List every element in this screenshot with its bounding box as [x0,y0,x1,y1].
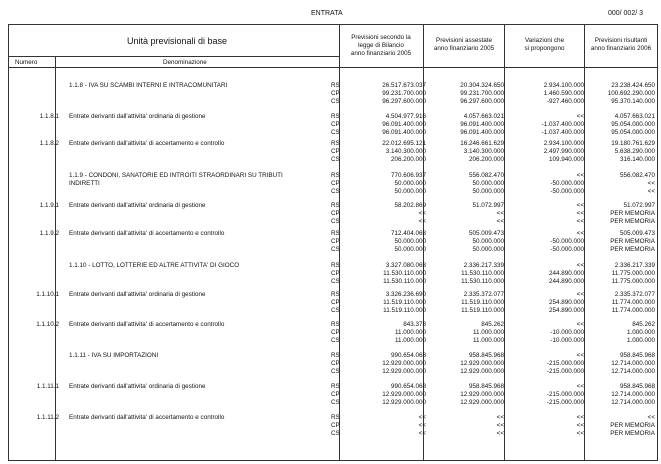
value-cell: 96.091.400.000 [460,129,504,136]
header-prev-legge: Previsioni secondo la legge di Bilancio anno finanziario 2005 [350,34,412,57]
value-cell: 206.200.000 [468,156,504,163]
value-cell: 254.890.000 [548,299,584,306]
header-numero: Numero [15,59,38,66]
value-column-4 [589,202,655,226]
row-codes [331,230,351,254]
value-column-4 [589,82,655,106]
header-prev-assest: Previsioni assestate anno finanziario 2005 [433,37,495,52]
value-column-1 [355,172,426,196]
value-cell: 11.000.000 [394,337,426,344]
code-cell: RS [331,113,340,120]
value-cell: 96.297.600.000 [460,98,504,105]
value-cell: PER MEMORIA [610,422,655,429]
value-cell: 11.000.000 [472,337,504,344]
value-column-4 [589,113,655,137]
value-cell: 58.202.869 [394,202,426,209]
value-cell: -1.037.400.000 [541,129,584,136]
value-cell: 20.304.324.650 [460,82,504,89]
code-cell: RS [331,140,340,147]
value-column-4 [589,262,655,286]
denomination-line: Entrate derivanti dall'attivita' ordinaria di gestione [69,383,206,390]
value-cell: 958.845.968 [468,383,504,390]
row-codes [331,113,351,137]
value-cell: << [418,414,426,421]
value-cell: << [418,218,426,225]
row-denomination [69,321,329,329]
value-cell: 50.000.000 [394,246,426,253]
value-column-1 [355,383,426,407]
row-number: 1.1.10.2 [36,321,59,328]
value-cell: 12.929.000.000 [382,360,426,367]
denomination-line: Entrate derivanti dall'attivita' ordinaria di gestione [69,291,206,298]
value-cell: 109.940.000 [548,156,584,163]
value-cell: 95.054.000.000 [611,129,655,136]
value-cell: 50.000.000 [394,188,426,195]
value-cell: -10.000.000 [550,337,584,344]
row-denomination [69,262,329,270]
header-prev-risult: Previsioni risultanti anno finanziario 2006 [590,37,652,52]
value-cell: << [576,383,584,390]
value-cell: 12.929.000.000 [460,399,504,406]
value-cell: 12.714.000.000 [611,368,655,375]
value-column-3 [509,291,584,315]
value-cell: -50.000.000 [550,188,584,195]
value-cell: -10.000.000 [550,329,584,336]
value-cell: 556.082.470 [468,172,504,179]
code-cell: RS [331,202,340,209]
value-cell: 96.091.400.000 [382,129,426,136]
value-column-4 [589,352,655,376]
value-cell: 244.890.000 [548,270,584,277]
value-column-3 [509,321,584,345]
value-column-2 [429,140,504,164]
row-denomination [69,82,329,90]
header-denominazione: Denominazione [163,59,207,66]
value-cell: 12.929.000.000 [382,368,426,375]
value-column-3 [509,262,584,286]
value-cell: -215.000.000 [546,391,584,398]
value-column-2 [429,113,504,137]
value-column-4 [589,383,655,407]
value-column-2 [429,172,504,196]
value-cell: 99.231.700.000 [460,90,504,97]
value-cell: 2.335.372.077 [614,291,655,298]
code-cell: CS [331,156,340,163]
row-codes [331,383,351,407]
value-cell: << [647,180,655,187]
value-cell: 11.774.000.000 [611,307,655,314]
row-number: 1.1.9.1 [39,202,59,209]
code-cell: RS [331,230,340,237]
value-column-1 [355,414,426,438]
code-cell: CP [331,329,340,336]
code-cell: RS [331,82,340,89]
value-column-2 [429,202,504,226]
col-divider-variazioni [504,25,505,460]
value-cell: 96.091.400.000 [382,121,426,128]
denomination-line: INDIRETTI [69,180,100,187]
value-cell: 12.929.000.000 [382,391,426,398]
value-column-1 [355,321,426,345]
value-column-3 [509,414,584,438]
value-cell: 1.000.000 [626,337,655,344]
row-denomination [69,352,329,360]
value-cell: 51.072.997 [623,202,655,209]
value-column-1 [355,113,426,137]
value-cell: 11.000.000 [472,329,504,336]
denomination-line: 1.1.8 - IVA SU SCAMBI INTERNI E INTRACOMUNITARI [69,82,228,89]
value-cell: << [576,262,584,269]
value-cell: 12.929.000.000 [460,360,504,367]
value-column-1 [355,262,426,286]
value-cell: 556.082.470 [619,172,655,179]
value-cell: 22.012.695.121 [382,140,426,147]
value-cell: 2.934.100.000 [543,82,584,89]
denomination-line: 1.1.10 - LOTTO, LOTTERIE ED ALTRE ATTIVITA' DI GIOCO [69,262,240,269]
value-column-3 [509,172,584,196]
value-cell: << [576,430,584,437]
value-cell: 845.262 [481,321,504,328]
value-cell: << [496,422,504,429]
value-cell: 11.775.000.000 [611,278,655,285]
value-column-1 [355,352,426,376]
value-cell: << [647,188,655,195]
value-cell: 845.262 [632,321,655,328]
value-cell: << [496,218,504,225]
value-cell: 4.504.977.916 [385,113,426,120]
row-number: 1.1.11.1 [36,383,59,390]
value-cell: 100.692.290.000 [607,90,655,97]
code-cell: CP [331,391,340,398]
value-cell: 50.000.000 [472,246,504,253]
value-cell: 50.000.000 [394,180,426,187]
value-cell: 12.929.000.000 [460,368,504,375]
value-cell: 50.000.000 [472,238,504,245]
value-cell: << [418,430,426,437]
row-denomination [69,202,329,210]
code-cell: CS [331,218,340,225]
value-column-1 [355,230,426,254]
code-cell: CP [331,238,340,245]
code-cell: RS [331,291,340,298]
denomination-line: Entrate derivanti dall'attivita' di accertamento e controllo [69,321,225,328]
value-column-2 [429,262,504,286]
value-cell: 12.929.000.000 [382,399,426,406]
value-cell: 99.231.700.000 [382,90,426,97]
value-cell: 206.200.000 [390,156,426,163]
value-cell: -1.037.400.000 [541,121,584,128]
value-cell: << [496,414,504,421]
value-cell: 2.934.100.000 [543,140,584,147]
value-cell: PER MEMORIA [610,218,655,225]
code-cell: CS [331,278,340,285]
header-bottom-line [9,67,657,68]
value-cell: 843.378 [403,321,426,328]
value-cell: 1.460.590.000 [543,90,584,97]
page-number: 000/ 002/ 3 [607,10,643,17]
code-cell: CS [331,399,340,406]
row-denomination [69,414,329,422]
value-cell: -215.000.000 [546,399,584,406]
value-cell: -927.460.000 [546,98,584,105]
value-cell: -50.000.000 [550,238,584,245]
value-cell: 95.054.000.000 [611,121,655,128]
row-codes [331,172,351,196]
code-cell: CS [331,430,340,437]
value-cell: 5.638.290.000 [614,148,655,155]
value-column-2 [429,352,504,376]
value-column-4 [589,414,655,438]
code-cell: CS [331,129,340,136]
value-cell: 2.335.372.077 [463,291,504,298]
value-cell: 96.091.400.000 [460,121,504,128]
code-cell: CP [331,270,340,277]
value-cell: 26.517.673.037 [382,82,426,89]
value-cell: 12.714.000.000 [611,399,655,406]
value-cell: -215.000.000 [546,360,584,367]
value-cell: 1.000.000 [626,329,655,336]
row-codes [331,82,351,106]
value-cell: << [576,210,584,217]
value-cell: PER MEMORIA [610,430,655,437]
row-denomination [69,383,329,391]
code-cell: CS [331,307,340,314]
code-cell: CS [331,337,340,344]
value-column-3 [509,140,584,164]
value-cell: << [496,210,504,217]
section-title: ENTRATA [311,10,343,17]
row-number: 1.1.11.2 [36,414,59,421]
value-cell: 96.297.600.000 [382,98,426,105]
value-cell: 958.845.968 [619,383,655,390]
value-column-3 [509,82,584,106]
code-cell: RS [331,172,340,179]
row-number: 1.1.10.1 [36,291,59,298]
value-cell: PER MEMORIA [610,210,655,217]
value-cell: << [576,321,584,328]
value-cell: 990.654.068 [390,352,426,359]
row-denomination [69,291,329,299]
value-cell: 23.238.424.650 [611,82,655,89]
denomination-line: Entrate derivanti dall'attivita' di accertamento e controllo [69,140,225,147]
value-column-3 [509,352,584,376]
value-cell: 2.336.217.339 [614,262,655,269]
row-codes [331,140,351,164]
value-column-1 [355,202,426,226]
code-cell: CP [331,422,340,429]
value-column-2 [429,321,504,345]
value-cell: 11.519.110.000 [461,299,504,306]
value-cell: << [576,230,584,237]
denomination-line: Entrate derivanti dall'attivita' di accertamento e controllo [69,230,225,237]
value-cell: 51.072.997 [472,202,504,209]
value-cell: PER MEMORIA [610,238,655,245]
value-cell: 712.404.068 [390,230,426,237]
value-column-2 [429,230,504,254]
value-cell: 3.327.080.068 [385,262,426,269]
value-cell: << [496,430,504,437]
table-main-title: Unità previsionali di base [127,36,228,46]
denomination-line: 1.1.11 - IVA SU IMPORTAZIONI [69,352,159,359]
value-cell: 505.009.473 [468,230,504,237]
value-cell: 11.530.110.000 [383,278,426,285]
value-cell: << [647,414,655,421]
value-cell: 11.774.000.000 [611,299,655,306]
row-number: 1.1.9.2 [39,230,59,237]
value-cell: 958.845.968 [468,352,504,359]
code-cell: RS [331,352,340,359]
code-cell: CP [331,148,340,155]
row-codes [331,321,351,345]
value-cell: 2.336.217.339 [463,262,504,269]
value-cell: 990.654.068 [390,383,426,390]
value-cell: 3.326.236.690 [385,291,426,298]
row-number: 1.1.8.1 [39,113,59,120]
value-cell: 16.246.661.629 [460,140,504,147]
value-column-2 [429,291,504,315]
row-denomination [69,113,329,121]
row-codes [331,414,351,438]
value-cell: PER MEMORIA [610,246,655,253]
value-column-4 [589,291,655,315]
value-cell: -50.000.000 [550,180,584,187]
value-column-3 [509,113,584,137]
value-cell: 11.519.110.000 [383,299,426,306]
value-cell: 11.519.110.000 [461,307,504,314]
value-cell: 316.140.000 [619,156,655,163]
value-column-4 [589,321,655,345]
value-cell: 770.606.937 [390,172,426,179]
value-cell: 12.714.000.000 [611,391,655,398]
denomination-line: 1.1.9 - CONDONI, SANATORIE ED INTROITI STRAORDINARI SU TRIBUTI [69,172,283,179]
denomination-line: Entrate derivanti dall'attivita' ordinaria di gestione [69,113,206,120]
value-cell: 50.000.000 [394,238,426,245]
value-cell: 254.890.000 [548,307,584,314]
value-cell: 2.497.990.000 [543,148,584,155]
row-codes [331,202,351,226]
value-column-1 [355,82,426,106]
value-cell: 244.890.000 [548,278,584,285]
value-cell: 50.000.000 [472,180,504,187]
value-cell: << [418,210,426,217]
value-cell: 4.057.663.021 [463,113,504,120]
value-cell: 3.140.300.000 [463,148,504,155]
value-column-1 [355,140,426,164]
value-cell: << [576,291,584,298]
budget-table [8,24,658,461]
row-denomination [69,230,329,238]
col-divider-risult [584,25,585,460]
value-column-3 [509,230,584,254]
value-cell: 95.370.140.000 [611,98,655,105]
value-column-2 [429,414,504,438]
header-divider [9,56,339,57]
value-cell: 19.180.761.629 [611,140,655,147]
value-cell: 3.140.300.000 [385,148,426,155]
value-column-2 [429,82,504,106]
code-cell: CS [331,98,340,105]
code-cell: RS [331,383,340,390]
row-denomination [69,140,329,148]
code-cell: CS [331,188,340,195]
code-cell: CS [331,368,340,375]
row-codes [331,352,351,376]
denomination-line: Entrate derivanti dall'attivita' di accertamento e controllo [69,414,225,421]
value-column-2 [429,383,504,407]
header-variazioni: Variazioni che si propongono [524,37,565,52]
value-cell: << [576,202,584,209]
value-cell: << [418,422,426,429]
code-cell: CP [331,299,340,306]
code-cell: CP [331,360,340,367]
code-cell: RS [331,321,340,328]
row-denomination [69,172,329,188]
value-column-4 [589,172,655,196]
value-cell: 11.530.110.000 [461,278,504,285]
value-column-3 [509,383,584,407]
code-cell: CP [331,210,340,217]
denomination-line: Entrate derivanti dall'attivita' ordinaria di gestione [69,202,206,209]
value-cell: 4.057.663.021 [614,113,655,120]
value-cell: << [576,113,584,120]
value-cell: 12.929.000.000 [460,391,504,398]
value-cell: 11.775.000.000 [611,270,655,277]
value-column-1 [355,291,426,315]
code-cell: RS [331,262,340,269]
row-codes [331,262,351,286]
value-cell: 11.519.110.000 [383,307,426,314]
value-cell: 11.530.110.000 [383,270,426,277]
value-cell: << [576,218,584,225]
code-cell: RS [331,414,340,421]
code-cell: CP [331,180,340,187]
value-cell: << [576,172,584,179]
value-cell: 11.530.110.000 [461,270,504,277]
value-cell: 505.009.473 [619,230,655,237]
code-cell: CP [331,90,340,97]
value-cell: 12.714.000.000 [611,360,655,367]
row-codes [331,291,351,315]
value-cell: -215.000.000 [546,368,584,375]
value-cell: << [576,414,584,421]
value-cell: << [576,352,584,359]
value-cell: -50.000.000 [550,246,584,253]
value-cell: << [576,422,584,429]
value-column-4 [589,140,655,164]
code-cell: CS [331,246,340,253]
value-column-3 [509,202,584,226]
code-cell: CP [331,121,340,128]
value-column-4 [589,230,655,254]
value-cell: 50.000.000 [472,188,504,195]
value-cell: 11.000.000 [394,329,426,336]
row-number: 1.1.8.2 [39,140,59,147]
value-cell: 958.845.968 [619,352,655,359]
